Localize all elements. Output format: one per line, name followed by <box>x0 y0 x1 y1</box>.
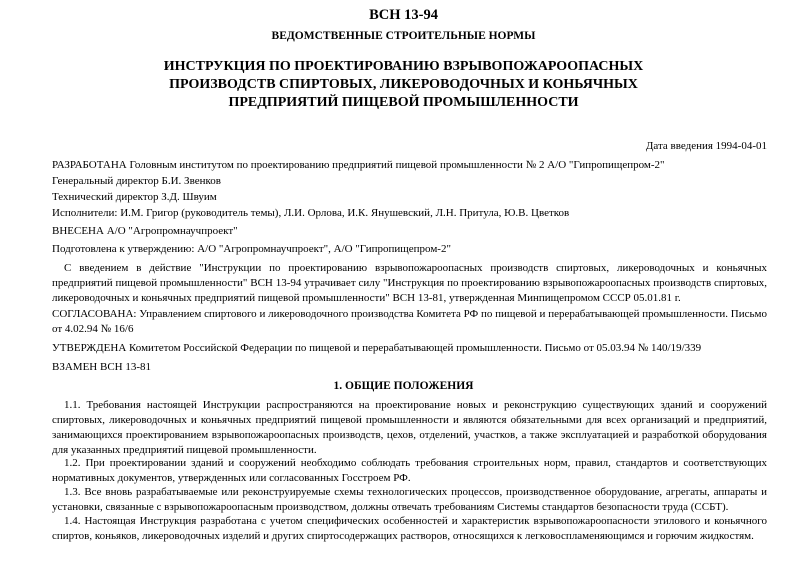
general-director-line: Генеральный директор Б.И. Звенков <box>52 175 221 187</box>
technical-director-line: Технический директор З.Д. Швуим <box>52 191 217 203</box>
clause-1-3: 1.3. Все вновь разрабатываемые или реконструируемые схемы технологических процессов, производственное оборудование, агрегаты, аппараты и установки, связанные с взрывопожароопасным производством, должны отвечать требованиям Системы стандартов безопасности труда (ССБТ). <box>52 486 767 513</box>
document-subtitle: ВЕДОМСТВЕННЫЕ СТРОИТЕЛЬНЫЕ НОРМЫ <box>271 30 536 42</box>
approved-paragraph: УТВЕРЖДЕНА Комитетом Российской Федерации по пищевой и перерабатывающей промышленности. Письмо от 05.03.94 № 140/19/339 <box>52 342 702 354</box>
clause-1-2: 1.2. При проектировании зданий и сооружений необходимо соблюдать требования строительных норм, правил, стандартов и соответствующих нормативных документов, утвержденных или согласованных Госстроем РФ. <box>52 457 767 484</box>
title-line: ИНСТРУКЦИЯ ПО ПРОЕКТИРОВАНИЮ ВЗРЫВОПОЖАРООПАСНЫХ <box>163 59 644 74</box>
section-title: 1. ОБЩИЕ ПОЛОЖЕНИЯ <box>333 380 474 392</box>
clause-1-1: 1.1. Требования настоящей Инструкции распространяются на проектирование новых и реконструкцию существующих зданий и сооружений спиртовых, ликероводочных и коньячных предприятий пищевой промышленности и являются обязательными для всех организаций и предприятий, занимающихся проектированием взрывопожароопасных производств, цехов, отделений, участков, а также эксплуатацией и разработкой оборудования для указанных предприятий пищевой промышленности. <box>52 399 767 456</box>
intro-paragraph: С введением в действие "Инструкции по проектированию взрывопожароопасных производств спиртовых, ликероводочных и коньячных предприятий пищевой промышленности" ВСН 13-94 утрачивает силу "Инструкция по проектированию взрывопожароопасных производств спиртовых, ликероводочных и коньячных предприятий пищевой промышленности" ВСН 13-81, утвержденная Минпищепромом СССР 05.01.81 г. <box>52 262 767 304</box>
clause-1-4: 1.4. Настоящая Инструкция разработана с учетом специфических особенностей и характеристик взрывопожароопасности этилового и коньячного спиртов, коньяков, ликероводочных изделий и других спиртосодержащих растворов, относящихся к легковоспламеняющимся и горючим жидкостям. <box>52 515 767 542</box>
introduced-by: ВНЕСЕНА А/О "Агропромнаучпроект" <box>52 225 238 237</box>
document-code: ВСН 13-94 <box>369 7 438 23</box>
executors-line: Исполнители: И.М. Григор (руководитель темы), Л.И. Орлова, И.К. Янушевский, Л.Н. Притула, Ю.В. Цветков <box>52 207 570 219</box>
developed-by-line: РАЗРАБОТАНА Головным институтом по проектированию предприятий пищевой промышленности № 2 А/О "Гипропищепром-2" <box>52 159 665 171</box>
effective-date: Дата введения 1994-04-01 <box>645 140 767 152</box>
replaces-line: ВЗАМЕН ВСН 13-81 <box>52 361 152 373</box>
agreed-paragraph: СОГЛАСОВАНА: Управлением спиртового и ликероводочного производства Комитета РФ по пищевой и перерабатывающей промышленности. Письмо от 4.02.94 № 16/6 <box>52 308 767 335</box>
document-title <box>40 58 767 112</box>
title-line: ПРЕДПРИЯТИЙ ПИЩЕВОЙ ПРОМЫШЛЕННОСТИ <box>228 95 579 110</box>
title-line: ПРОИЗВОДСТВ СПИРТОВЫХ, ЛИКЕРОВОДОЧНЫХ И КОНЬЯЧНЫХ <box>169 77 638 92</box>
prepared-by: Подготовлена к утверждению: А/О "Агропромнаучпроект", А/О "Гипропищепром-2" <box>52 243 451 255</box>
